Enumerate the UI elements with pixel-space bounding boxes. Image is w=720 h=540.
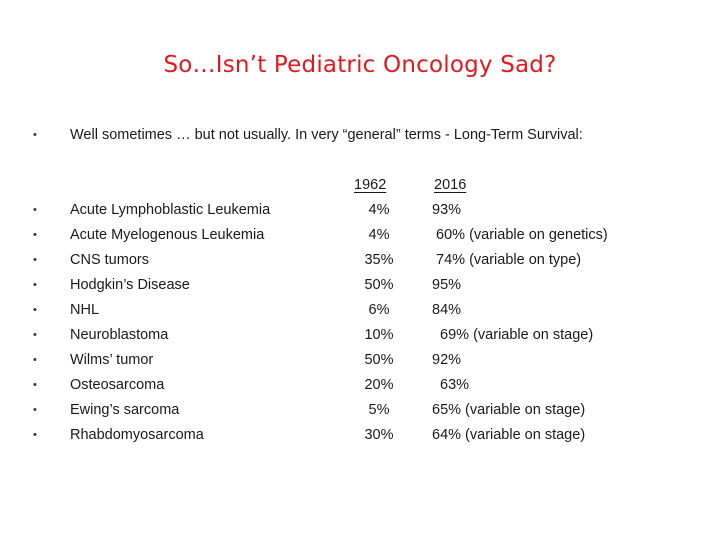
survival-1962: 5% bbox=[368, 402, 390, 418]
survival-2016: 92% bbox=[432, 352, 462, 368]
bullet-icon: • bbox=[33, 354, 37, 366]
survival-1962: 50% bbox=[364, 352, 394, 368]
survival-1962: 20% bbox=[364, 377, 394, 393]
cancer-type: Osteosarcoma bbox=[70, 377, 165, 393]
survival-1962: 50% bbox=[364, 277, 394, 293]
table-row bbox=[0, 202, 720, 227]
bullet-icon: • bbox=[33, 279, 37, 291]
bullet-icon: • bbox=[33, 254, 37, 266]
survival-2016: 64% (variable on stage) bbox=[432, 427, 586, 443]
bullet-icon: • bbox=[33, 379, 37, 391]
survival-1962: 30% bbox=[364, 427, 394, 443]
survival-2016: 65% (variable on stage) bbox=[432, 402, 586, 418]
cancer-type: NHL bbox=[70, 302, 100, 318]
table-row bbox=[0, 252, 720, 277]
cancer-type: Rhabdomyosarcoma bbox=[70, 427, 204, 443]
table-row bbox=[0, 277, 720, 302]
bullet-icon: • bbox=[33, 204, 37, 216]
year-header-2016: 2016 bbox=[434, 177, 467, 193]
table-row bbox=[0, 402, 720, 427]
survival-2016: 93% bbox=[432, 202, 462, 218]
survival-1962: 4% bbox=[368, 202, 390, 218]
cancer-type: Ewing’s sarcoma bbox=[70, 402, 180, 418]
cancer-type: Neuroblastoma bbox=[70, 327, 169, 343]
bullet-icon: • bbox=[33, 429, 37, 441]
table-row bbox=[0, 427, 720, 452]
slide-title: So…Isn’t Pediatric Oncology Sad? bbox=[163, 52, 557, 78]
survival-1962: 10% bbox=[364, 327, 394, 343]
table-row bbox=[0, 377, 720, 402]
survival-1962: 6% bbox=[368, 302, 390, 318]
bullet-icon: • bbox=[33, 329, 37, 341]
survival-1962: 35% bbox=[364, 252, 394, 268]
cancer-type: Acute Lymphoblastic Leukemia bbox=[70, 202, 271, 218]
table-row bbox=[0, 352, 720, 377]
survival-2016: 74% (variable on type) bbox=[432, 252, 582, 268]
table-row bbox=[0, 302, 720, 327]
bullet-icon: • bbox=[33, 229, 37, 241]
survival-2016: 69% (variable on stage) bbox=[432, 327, 594, 343]
bullet-icon: • bbox=[33, 404, 37, 416]
intro-text: Well sometimes … but not usually. In very “general” terms - Long-Term Survival: bbox=[70, 127, 583, 143]
survival-2016: 60% (variable on genetics) bbox=[432, 227, 608, 243]
cancer-type: Hodgkin’s Disease bbox=[70, 277, 190, 293]
table-row bbox=[0, 327, 720, 352]
cancer-type: Acute Myelogenous Leukemia bbox=[70, 227, 265, 243]
bullet-icon: • bbox=[33, 304, 37, 316]
survival-2016: 95% bbox=[432, 277, 462, 293]
survival-2016: 63% bbox=[432, 377, 470, 393]
survival-2016: 84% bbox=[432, 302, 462, 318]
bullet-icon: • bbox=[33, 129, 37, 141]
table-row bbox=[0, 227, 720, 252]
year-header-1962: 1962 bbox=[354, 177, 387, 193]
survival-1962: 4% bbox=[368, 227, 390, 243]
cancer-type: CNS tumors bbox=[70, 252, 149, 268]
cancer-type: Wilms’ tumor bbox=[70, 352, 154, 368]
